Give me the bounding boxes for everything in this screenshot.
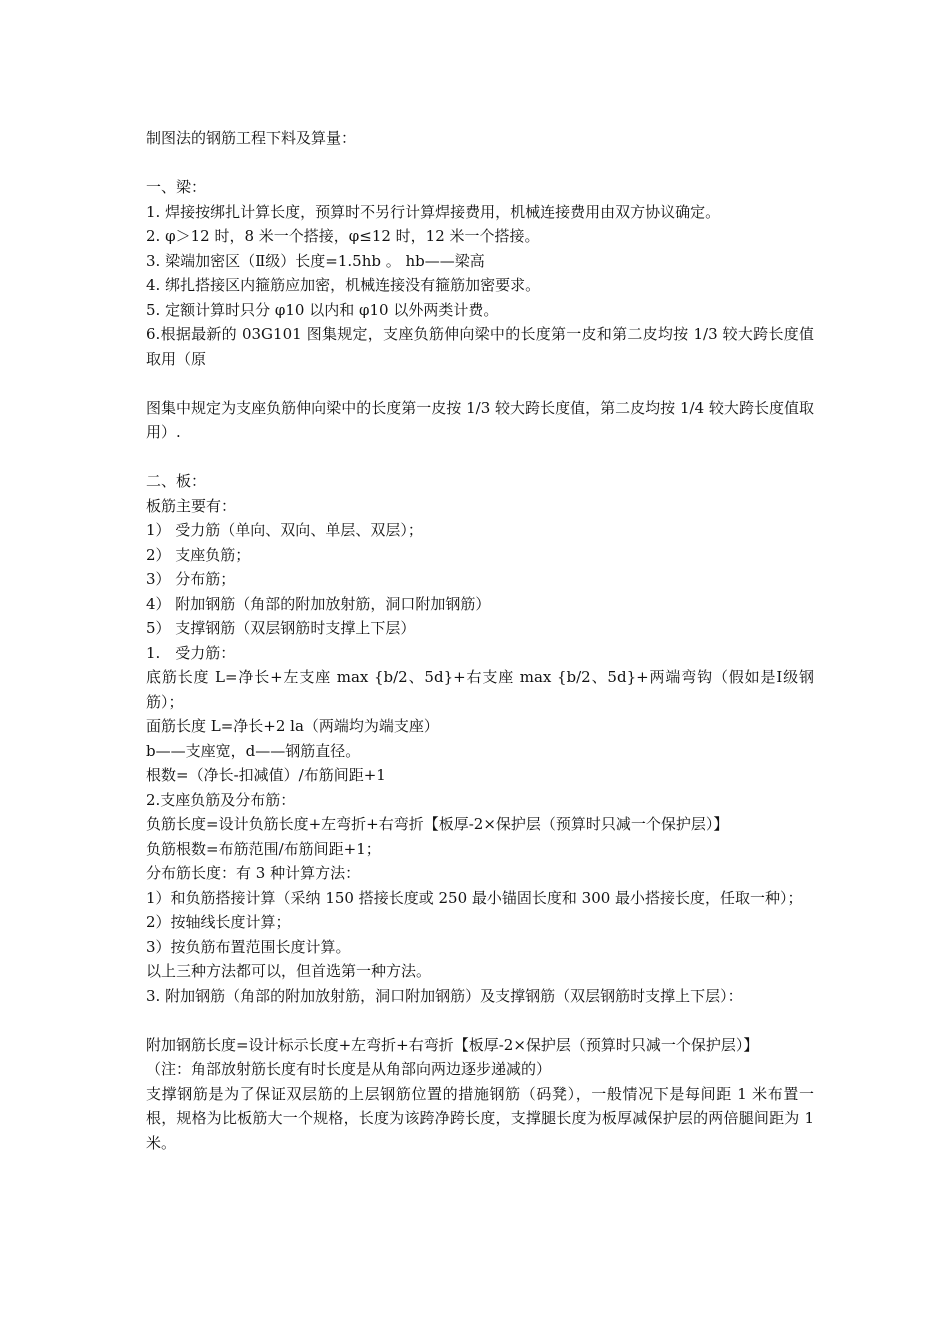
distribution-method-3: 3）按负筋布置范围长度计算。 — [146, 937, 351, 956]
slab-type-1: 1） 受力筋（单向、双向、单层、双层）； — [146, 521, 423, 539]
slab-type-4: 4） 附加钢筋（角部的附加放射筋，洞口附加钢筋） — [146, 594, 491, 613]
beam-item-5: 5. 定额计算时只分 φ10 以内和 φ10 以外两类计费。 — [146, 300, 499, 319]
negative-bar-length: 负筋长度=设计负筋长度+左弯折+右弯折【板厚-2×保护层（预算时只减一个保护层）】 — [146, 815, 729, 833]
slab-type-5: 5） 支撑钢筋（双层钢筋时支撑上下层） — [146, 619, 416, 637]
symbol-definitions: b——支座宽，d——钢筋直径。 — [146, 741, 361, 760]
bottom-bar-length: 底筋长度 L=净长+左支座 max {b/2、5d}+右支座 max {b/2、5d}+两端弯钩（假如是Ⅰ级钢筋）； — [146, 668, 814, 711]
slab-type-3: 3） 分布筋； — [146, 570, 236, 588]
distribution-method-2: 2）按轴线长度计算； — [146, 913, 291, 931]
beam-item-4: 4. 绑扎搭接区内箍筋应加密，机械连接没有箍筋加密要求。 — [146, 276, 541, 294]
beam-item-6: 6.根据最新的 03G101 图集规定，支座负筋伸向梁中的长度第一皮和第二皮均按 1/3 较大跨长度值取用（原 — [146, 325, 814, 368]
subsection-heading-negative-bars: 2.支座负筋及分布筋： — [146, 790, 296, 809]
section-heading-beam: 一、梁： — [146, 178, 207, 196]
radial-bar-note: （注：角部放射筋长度有时长度是从角部向两边逐步递减的） — [146, 1060, 552, 1078]
slab-type-2: 2） 支座负筋； — [146, 545, 251, 564]
distribution-method-1: 1）和负筋搭接计算（采纳 150 搭接长度或 250 最小锚固长度和 300 最小搭接长度，任取一种）； — [146, 888, 803, 907]
top-bar-length: 面筋长度 L=净长+2 la（两端均为端支座） — [146, 717, 439, 735]
subsection-heading-main-bars: 1. 受力筋： — [146, 643, 236, 662]
distribution-method-note: 以上三种方法都可以，但首选第一种方法。 — [146, 962, 432, 980]
document-body — [146, 126, 814, 1155]
subsection-heading-additional-bars: 3. 附加钢筋（角部的附加放射筋，洞口附加钢筋）及支撑钢筋（双层钢筋时支撑上下层）： — [146, 986, 743, 1005]
spacer — [146, 151, 814, 176]
spacer — [146, 371, 814, 396]
beam-item-1: 1. 焊接按绑扎计算长度，预算时不另行计算焊接费用，机械连接费用由双方协议确定。 — [146, 202, 721, 221]
negative-bar-count: 负筋根数=布筋范围/布筋间距+1； — [146, 839, 381, 858]
spacer — [146, 1008, 814, 1033]
section-heading-slab: 二、板： — [146, 472, 207, 490]
bar-count-formula: 根数=（净长-扣减值）/布筋间距+1 — [146, 766, 386, 784]
support-bar-description: 支撑钢筋是为了保证双层筋的上层钢筋位置的措施钢筋（码凳），一般情况下是每间距 1 米布置一根，规格为比板筋大一个规格，长度为该跨净跨长度，支撑腿长度为板厚减保护层的两倍腿间距为 1 米。 — [146, 1084, 814, 1152]
beam-item-2: 2. φ＞12 时，8 米一个搭接，φ≤12 时，12 米一个搭接。 — [146, 227, 540, 245]
beam-item-3: 3. 梁端加密区（Ⅱ级）长度=1.5hb 。 hb——梁高 — [146, 251, 485, 270]
beam-note: 图集中规定为支座负筋伸向梁中的长度第一皮按 1/3 较大跨长度值，第二皮均按 1/4 较大跨长度值取用）. — [146, 398, 814, 441]
spacer — [146, 445, 814, 470]
additional-bar-length: 附加钢筋长度=设计标示长度+左弯折+右弯折【板厚-2×保护层（预算时只减一个保护层）】 — [146, 1035, 759, 1054]
document-title: 制图法的钢筋工程下料及算量： — [146, 129, 357, 147]
slab-intro: 板筋主要有： — [146, 496, 237, 515]
distribution-bar-length: 分布筋长度：有 3 种计算方法： — [146, 864, 361, 882]
